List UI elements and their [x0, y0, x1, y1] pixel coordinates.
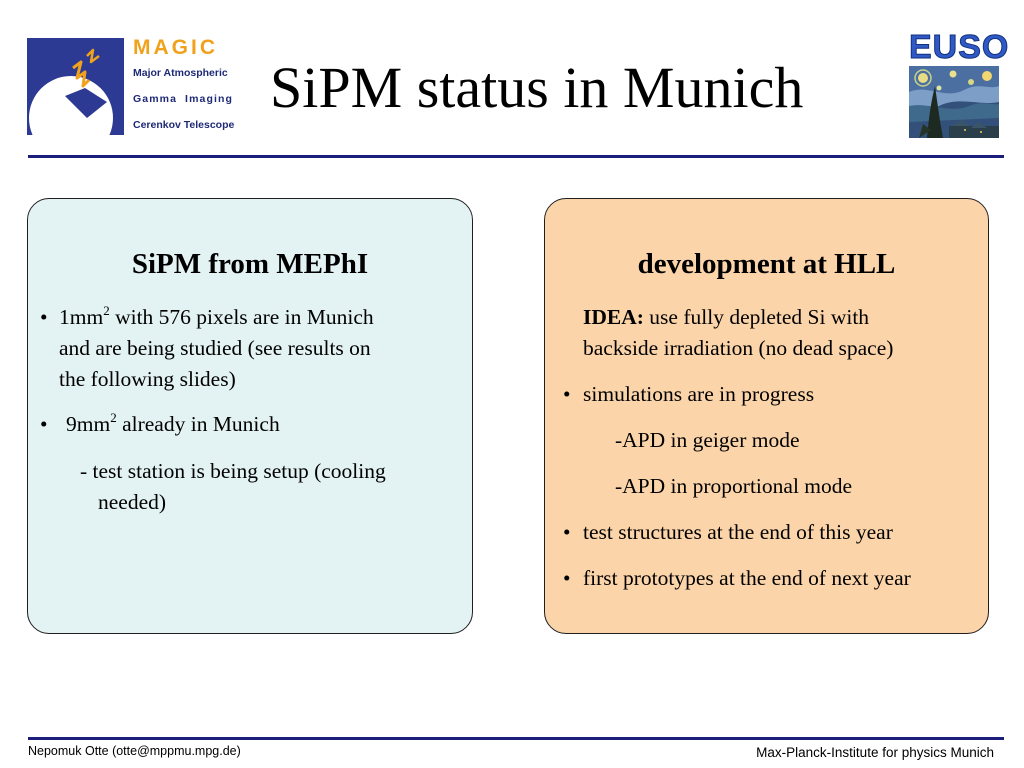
footer-institute: Max-Planck-Institute for physics Munich [756, 745, 994, 760]
magic-logo-line-3: Cerenkov Telescope [133, 119, 235, 131]
bullet-mark: • [563, 566, 571, 590]
magic-logo [27, 36, 237, 136]
mephi-sub-item-line-1: - test station is being setup (cooling [80, 459, 386, 483]
mephi-sub-item-line-2: needed) [98, 490, 167, 514]
hll-idea-line-2: backside irradiation (no dead space) [583, 336, 894, 360]
euso-logo-name: EUSO [909, 28, 1010, 66]
mephi-item-9mm-prefix: 9mm [66, 412, 111, 436]
hll-idea-label: IDEA: [583, 305, 644, 329]
mephi-item-9mm-text: already in Munich [116, 412, 280, 436]
magic-logo-text [133, 36, 243, 138]
bullet-mark: • [40, 412, 48, 436]
mephi-item-1mm-sup: 2 [103, 303, 110, 318]
mephi-panel-title: SiPM from MEPhI [131, 248, 369, 280]
hll-sub-item-geiger: -APD in geiger mode [615, 428, 800, 452]
magic-logo-line-2: Gamma Imaging [133, 93, 234, 105]
euso-logo [909, 28, 1010, 138]
magic-logo-line-1: Major Atmospheric [133, 67, 228, 79]
header-divider [28, 155, 1004, 158]
mephi-item-1mm-line-2: and are being studied (see results on [59, 336, 371, 360]
hll-idea [583, 302, 983, 364]
hll-idea-text: use fully depleted Si with [643, 305, 870, 329]
starry-night-image [909, 66, 999, 138]
bullet-mark: • [40, 305, 48, 329]
hll-panel-title: development at HLL [637, 248, 896, 280]
bullet-mark: • [563, 520, 571, 544]
mephi-item-1mm [59, 302, 464, 395]
mephi-item-1mm-line-3: the following slides) [59, 367, 236, 391]
mephi-item-9mm-sup: 2 [110, 410, 117, 425]
mephi-sub-item [80, 456, 460, 518]
hll-item-prototypes: first prototypes at the end of next year [583, 566, 911, 590]
mephi-item-9mm [66, 409, 466, 440]
slide-title: SiPM status in Munich [270, 55, 804, 120]
mephi-item-1mm-prefix: 1mm [59, 305, 104, 329]
hll-sub-item-proportional: -APD in proportional mode [615, 474, 853, 498]
hll-item-simulations: simulations are in progress [583, 382, 815, 406]
hll-item-test-structures: test structures at the end of this year [583, 520, 893, 544]
magic-telescope-icon [27, 38, 124, 135]
bullet-mark: • [563, 382, 571, 406]
mephi-item-1mm-text: with 576 pixels are in Munich [109, 305, 374, 329]
magic-logo-name: MAGIC [133, 36, 218, 59]
mephi-panel [27, 198, 473, 634]
footer-author: Nepomuk Otte (otte@mppmu.mpg.de) [28, 744, 241, 758]
footer-divider [28, 737, 1004, 740]
hll-panel [544, 198, 989, 634]
